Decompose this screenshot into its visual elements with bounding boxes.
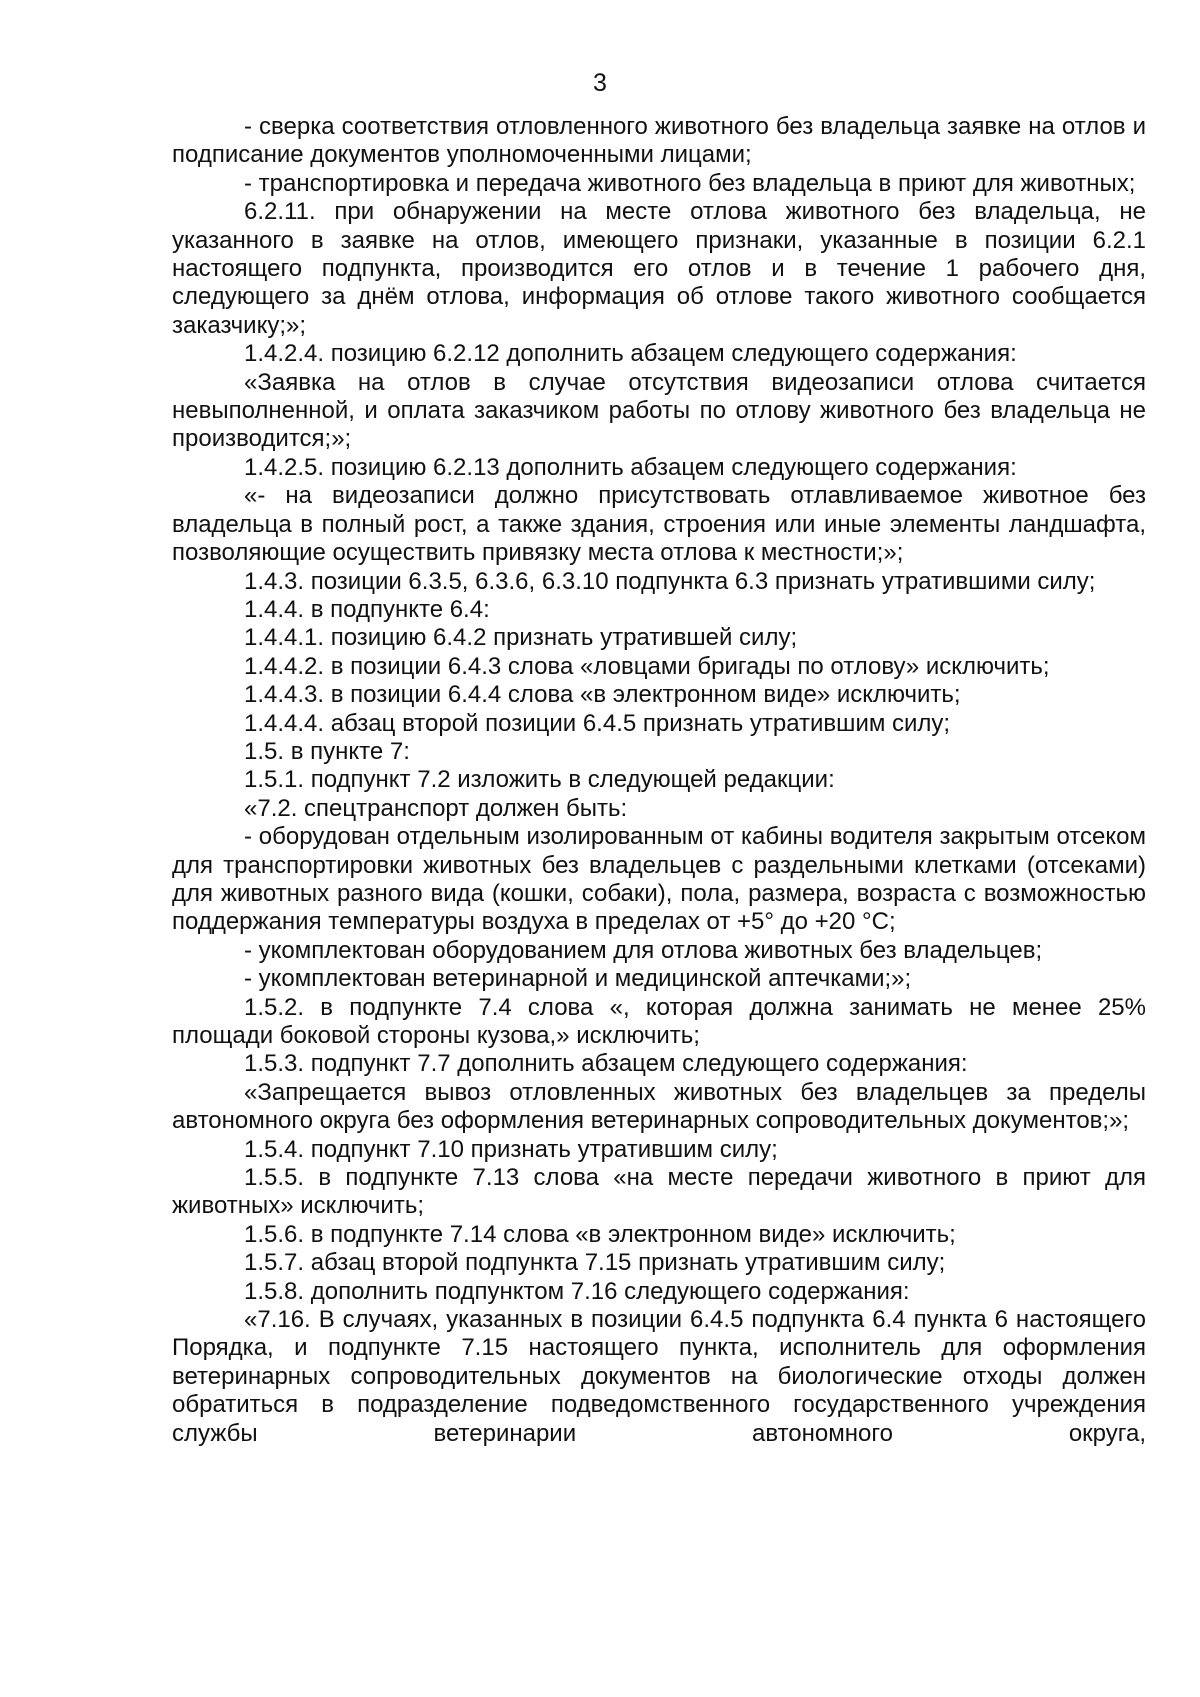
paragraph: 1.4.4.4. абзац второй позиции 6.4.5 признать утратившим силу;: [244, 709, 951, 737]
paragraph: 1.5.8. дополнить подпунктом 7.16 следующего содержания:: [244, 1277, 910, 1305]
paragraph: «7.2. спецтранспорт должен быть:: [244, 794, 628, 822]
paragraph: - транспортировка и передача животного без владельца в приют для животных;: [244, 169, 1136, 197]
paragraph: «- на видеозаписи должно присутствовать отлавливаемое животное без владельца в полный рост, а также здания, строения или иные элементы ландшафта, позволяющие осуществить привязку места отлова к местности;»;: [172, 482, 1146, 567]
paragraph: 1.4.2.5. позицию 6.2.13 дополнить абзацем следующего содержания:: [244, 453, 1017, 481]
document-body: [172, 113, 1146, 1448]
page-number: 3: [593, 69, 607, 97]
paragraph: 1.4.4.2. в позиции 6.4.3 слова «ловцами бригады по отлову» исключить;: [244, 652, 1050, 680]
paragraph: - сверка соответствия отловленного животного без владельца заявке на отлов и подписание документов уполномоченными лицами;: [172, 113, 1146, 169]
paragraph: 1.4.2.4. позицию 6.2.12 дополнить абзацем следующего содержания:: [244, 340, 1017, 368]
paragraph: 1.4.4. в подпункте 6.4:: [244, 595, 490, 623]
paragraph: 1.5. в пункте 7:: [244, 737, 410, 765]
paragraph: 6.2.11. при обнаружении на месте отлова животного без владельца, не указанного в заявке на отлов, имеющего признаки, указанные в позиции 6.2.1 настоящего подпункта, производится его отлов и в течение 1 рабочего дня, следующего за днём отлова, информация об отлове такого животного сообщается заказчику;»;: [172, 198, 1146, 339]
paragraph: 1.5.1. подпункт 7.2 изложить в следующей редакции:: [244, 766, 835, 794]
paragraph: 1.5.7. абзац второй подпункта 7.15 признать утратившим силу;: [244, 1249, 946, 1277]
paragraph: «Запрещается вывоз отловленных животных без владельцев за пределы автономного округа без оформления ветеринарных сопроводительных документов;»;: [172, 1078, 1146, 1135]
paragraph: - укомплектован оборудованием для отлова животных без владельцев;: [244, 936, 1043, 964]
paragraph: 1.5.2. в подпункте 7.4 слова «, которая должна занимать не менее 25% площади боковой стороны кузова,» исключить;: [172, 993, 1146, 1049]
paragraph: 1.5.6. в подпункте 7.14 слова «в электронном виде» исключить;: [244, 1220, 956, 1248]
paragraph: - оборудован отдельным изолированным от кабины водителя закрытым отсеком для транспортировки животных без владельцев с раздельными клетками (отсеками) для животных разного вида (кошки, собаки), пола, размера, возраста с возможностью поддержания температуры воздуха в пределах от +5° до +20 °С;: [172, 823, 1146, 936]
paragraph: 1.5.4. подпункт 7.10 признать утратившим силу;: [244, 1135, 778, 1163]
paragraph: 1.5.5. в подпункте 7.13 слова «на месте передачи животного в приют для животных» исключить;: [172, 1164, 1146, 1220]
paragraph: 1.5.3. подпункт 7.7 дополнить абзацем следующего содержания:: [244, 1050, 968, 1078]
paragraph: «Заявка на отлов в случае отсутствия видеозаписи отлова считается невыполненной, и оплата заказчиком работы по отлову животного без владельца не производится;»;: [172, 368, 1146, 453]
paragraph: 1.4.4.3. в позиции 6.4.4 слова «в электронном виде» исключить;: [244, 681, 961, 709]
paragraph: 1.4.3. позиции 6.3.5, 6.3.6, 6.3.10 подпункта 6.3 признать утратившими силу;: [244, 567, 1096, 595]
paragraph: - укомплектован ветеринарной и медицинской аптечками;»;: [244, 965, 912, 993]
paragraph: «7.16. В случаях, указанных в позиции 6.4.5 подпункта 6.4 пункта 6 настоящего Порядка, и подпункте 7.15 настоящего пункта, исполнитель для оформления ветеринарных сопроводительных документов на биологические отходы должен обратиться в подразделение подведомственного государственного учреждения службы ветеринарии автономного округа,: [172, 1306, 1146, 1447]
paragraph: 1.4.4.1. позицию 6.4.2 признать утратившей силу;: [244, 624, 798, 652]
